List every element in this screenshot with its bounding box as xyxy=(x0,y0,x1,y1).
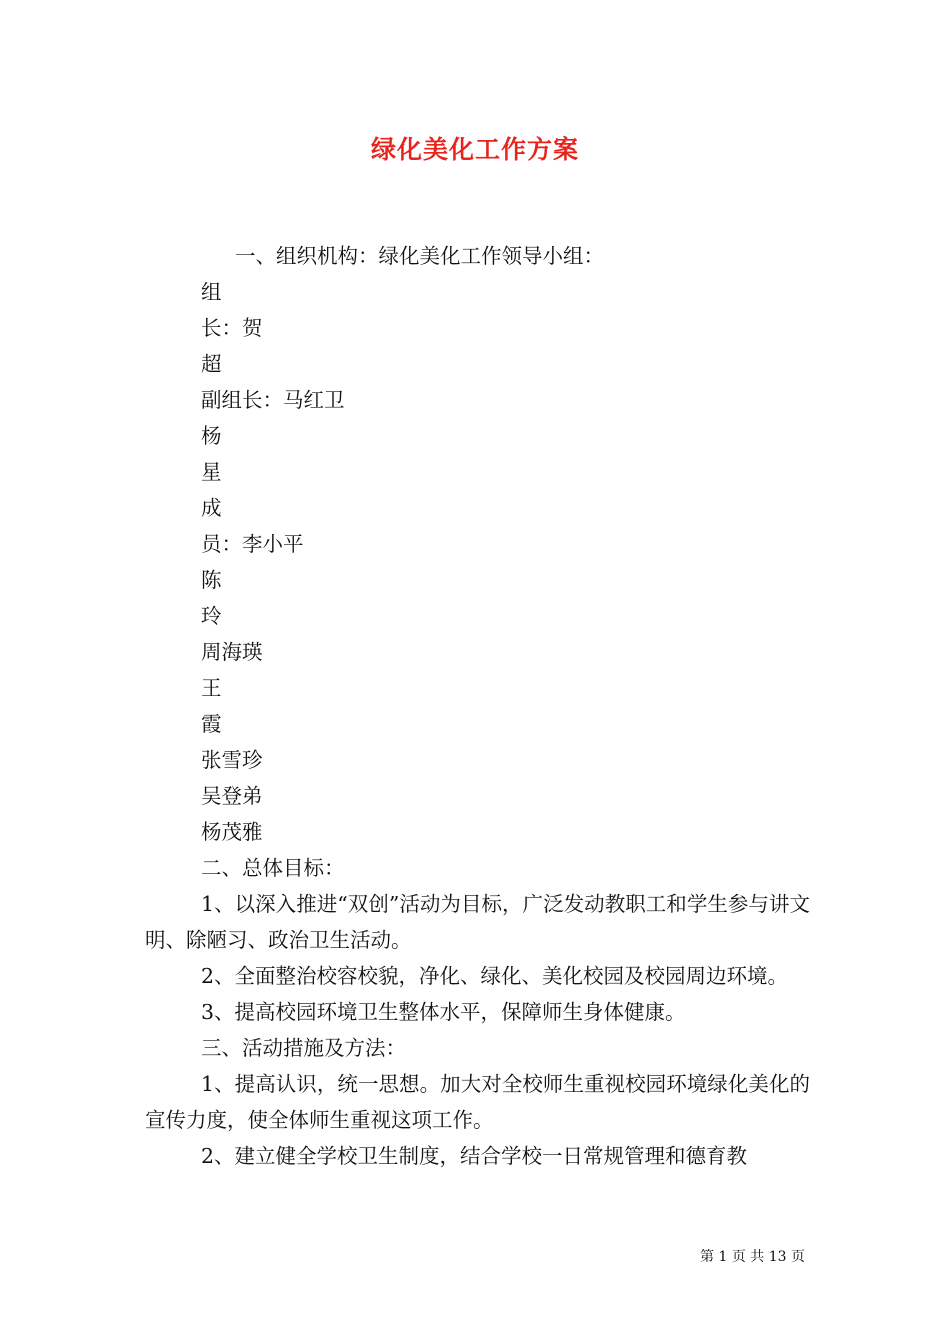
member-line: 副组长：马红卫 xyxy=(201,388,345,412)
member-line: 长：贺 xyxy=(201,316,263,340)
member-line: 组 xyxy=(201,280,222,304)
document-body xyxy=(145,238,810,1174)
member-line: 杨茂雅 xyxy=(201,820,263,844)
section-heading-goals: 二、总体目标： xyxy=(201,856,345,880)
goal-paragraph-3: 3、提高校园环境卫生整体水平，保障师生身体健康。 xyxy=(201,1000,686,1024)
member-line: 吴登弟 xyxy=(201,784,263,808)
member-line: 张雪珍 xyxy=(201,748,263,772)
member-line: 星 xyxy=(201,460,222,484)
goal-paragraph-2: 2、全面整治校容校貌，净化、绿化、美化校园及校园周边环境。 xyxy=(201,964,789,988)
member-line: 杨 xyxy=(201,424,222,448)
member-line: 王 xyxy=(201,676,222,700)
document-title: 绿化美化工作方案 xyxy=(370,135,579,164)
member-line: 霞 xyxy=(201,712,222,736)
measure-paragraph-2: 2、建立健全学校卫生制度，结合学校一日常规管理和德育教 xyxy=(201,1144,748,1168)
measure-paragraph-1: 1、提高认识，统一思想。加大对全校师生重视校园环境绿化美化的宣传力度，使全体师生重视这项工作。 xyxy=(145,1072,810,1132)
member-line: 员：李小平 xyxy=(201,532,304,556)
page-number: 第 1 页 共 13 页 xyxy=(700,1249,805,1265)
member-line: 陈 xyxy=(201,568,222,592)
member-line: 周海瑛 xyxy=(201,640,263,664)
member-line: 成 xyxy=(201,496,222,520)
section-heading-organization: 一、组织机构：绿化美化工作领导小组： xyxy=(235,244,604,268)
member-line: 超 xyxy=(201,352,222,376)
section-heading-measures: 三、活动措施及方法： xyxy=(201,1036,406,1060)
member-line: 玲 xyxy=(201,604,222,628)
goal-paragraph-1: 1、以深入推进“双创”活动为目标，广泛发动教职工和学生参与讲文明、除陋习、政治卫生活动。 xyxy=(145,892,810,952)
